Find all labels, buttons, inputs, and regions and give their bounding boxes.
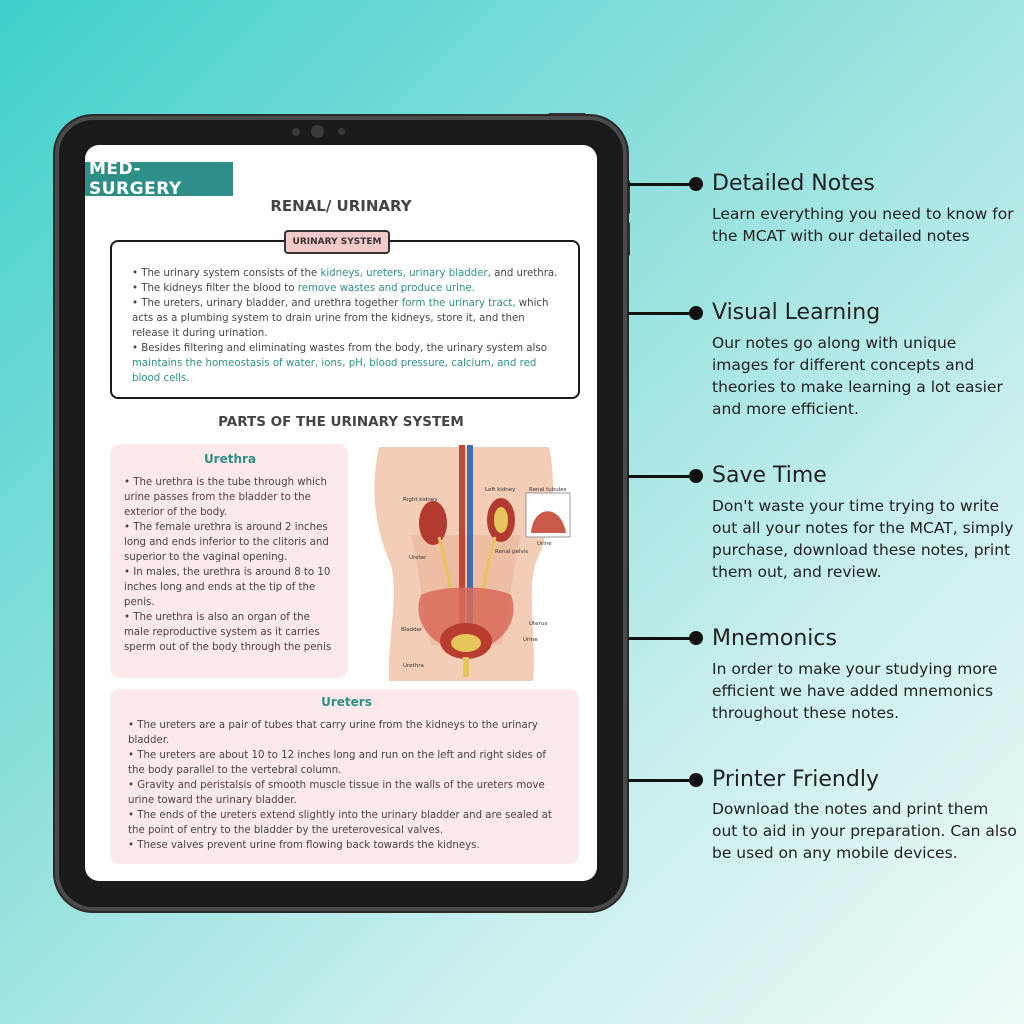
label-renal-tubules: Renal tubules (529, 487, 567, 493)
callout-line (628, 183, 696, 186)
feature-desc-visual-learning: Our notes go along with unique images for different concepts and theories to make learning a lot easier and more efficient. (712, 334, 1003, 418)
page-title: RENAL/ URINARY (270, 197, 412, 215)
label-ureter: Ureter (409, 555, 427, 561)
bullet-item: • The kidneys filter the blood to remove wastes and produce urine. (132, 283, 475, 294)
feature-title-detailed-notes: Detailed Notes (712, 171, 875, 196)
feature-desc-printer-friendly: Download the notes and print them out to aid in your preparation. Can also be used on any mobile devices. (712, 800, 1017, 862)
feature-desc-mnemonics: In order to make your studying more efficient we have added mnemonics throughout these notes. (712, 660, 998, 722)
bullet-item: • The ureters, urinary bladder, and urethra together form the urinary tract, which acts as a plumbing system to drain urine from the kidneys, store it, and then release it during urination. (132, 298, 549, 339)
label-bladder: Bladder (401, 627, 423, 633)
label-urine-top: Urine (537, 541, 552, 547)
callout-line (628, 779, 696, 782)
section-title: PARTS OF THE URINARY SYSTEM (218, 414, 464, 430)
bullet-item: • Besides filtering and eliminating wastes from the body, the urinary system also maintains the homeostasis of water, ions, pH, blood pressure, calcium, and red blood cells. (132, 343, 547, 384)
camera-lens (311, 125, 324, 138)
label-uterus: Uterus (529, 621, 548, 627)
flash-dot (338, 128, 345, 135)
sensor-dot (292, 128, 300, 136)
callout-line (628, 637, 696, 640)
category-banner: MED-SURGERY (85, 162, 233, 196)
callout-dot (689, 177, 703, 191)
label-renal-pelvis: Renal pelvis (495, 549, 529, 555)
callout-dot (689, 306, 703, 320)
callout-line (628, 312, 696, 315)
ureters-box (110, 689, 579, 864)
urethra-box (110, 444, 348, 678)
urinary-anatomy-illustration (361, 445, 575, 681)
callout-line (628, 475, 696, 478)
feature-title-visual-learning: Visual Learning (712, 300, 881, 325)
urethra-title: Urethra (203, 452, 257, 466)
bullet-item: • The urinary system consists of the kidneys, ureters, urinary bladder, and urethra. (132, 268, 558, 279)
feature-desc-detailed-notes: Learn everything you need to know for the MCAT with our detailed notes (712, 205, 1014, 245)
urethra-text: • The urethra is the tube through which urine passes from the bladder to the exterior of the body. • The female urethra is around 2 inches long and ends inferior to the clitoris and superior to the vaginal opening. • In males, the urethra is around 8 to 10 inches long and ends at the tip of the penis. • The urethra is also an organ of the male reproductive system as it carries sperm out of the body through the penis (124, 477, 332, 653)
ureters-title: Ureters (321, 695, 372, 709)
label-urethra: Urethra (403, 663, 424, 669)
callout-dot (689, 469, 703, 483)
tablet-screen (85, 145, 597, 881)
bullet-list (132, 266, 564, 386)
label-urine-bottom: Urine (523, 637, 538, 643)
feature-title-printer-friendly: Printer Friendly (712, 767, 879, 792)
callout-dot (689, 631, 703, 645)
box-label: URINARY SYSTEM (284, 230, 390, 254)
label-left-kidney: Left kidney (485, 487, 516, 493)
label-right-kidney: Right kidney (403, 497, 438, 503)
callout-dot (689, 773, 703, 787)
ureters-text: • The ureters are a pair of tubes that carry urine from the kidneys to the urinary bladder. • The ureters are about 10 to 12 inches long and run on the left and right sides of the body parallel to the vertebral column. • Gravity and peristalsis of smooth muscle tissue in the walls of the ureters move urine toward the urinary bladder. • The ends of the ureters extend slightly into the urinary bladder and are sealed at the point of entry to the bladder by the ureterovesical valves. • These valves prevent urine from flowing back towards the kidneys. (128, 720, 552, 851)
feature-desc-save-time: Don't waste your time trying to write out all your notes for the MCAT, simply purchase, download these notes, print them out, and review. (712, 497, 1014, 581)
feature-title-mnemonics: Mnemonics (712, 626, 837, 651)
feature-title-save-time: Save Time (712, 463, 827, 488)
urinary-system-box (110, 237, 580, 399)
